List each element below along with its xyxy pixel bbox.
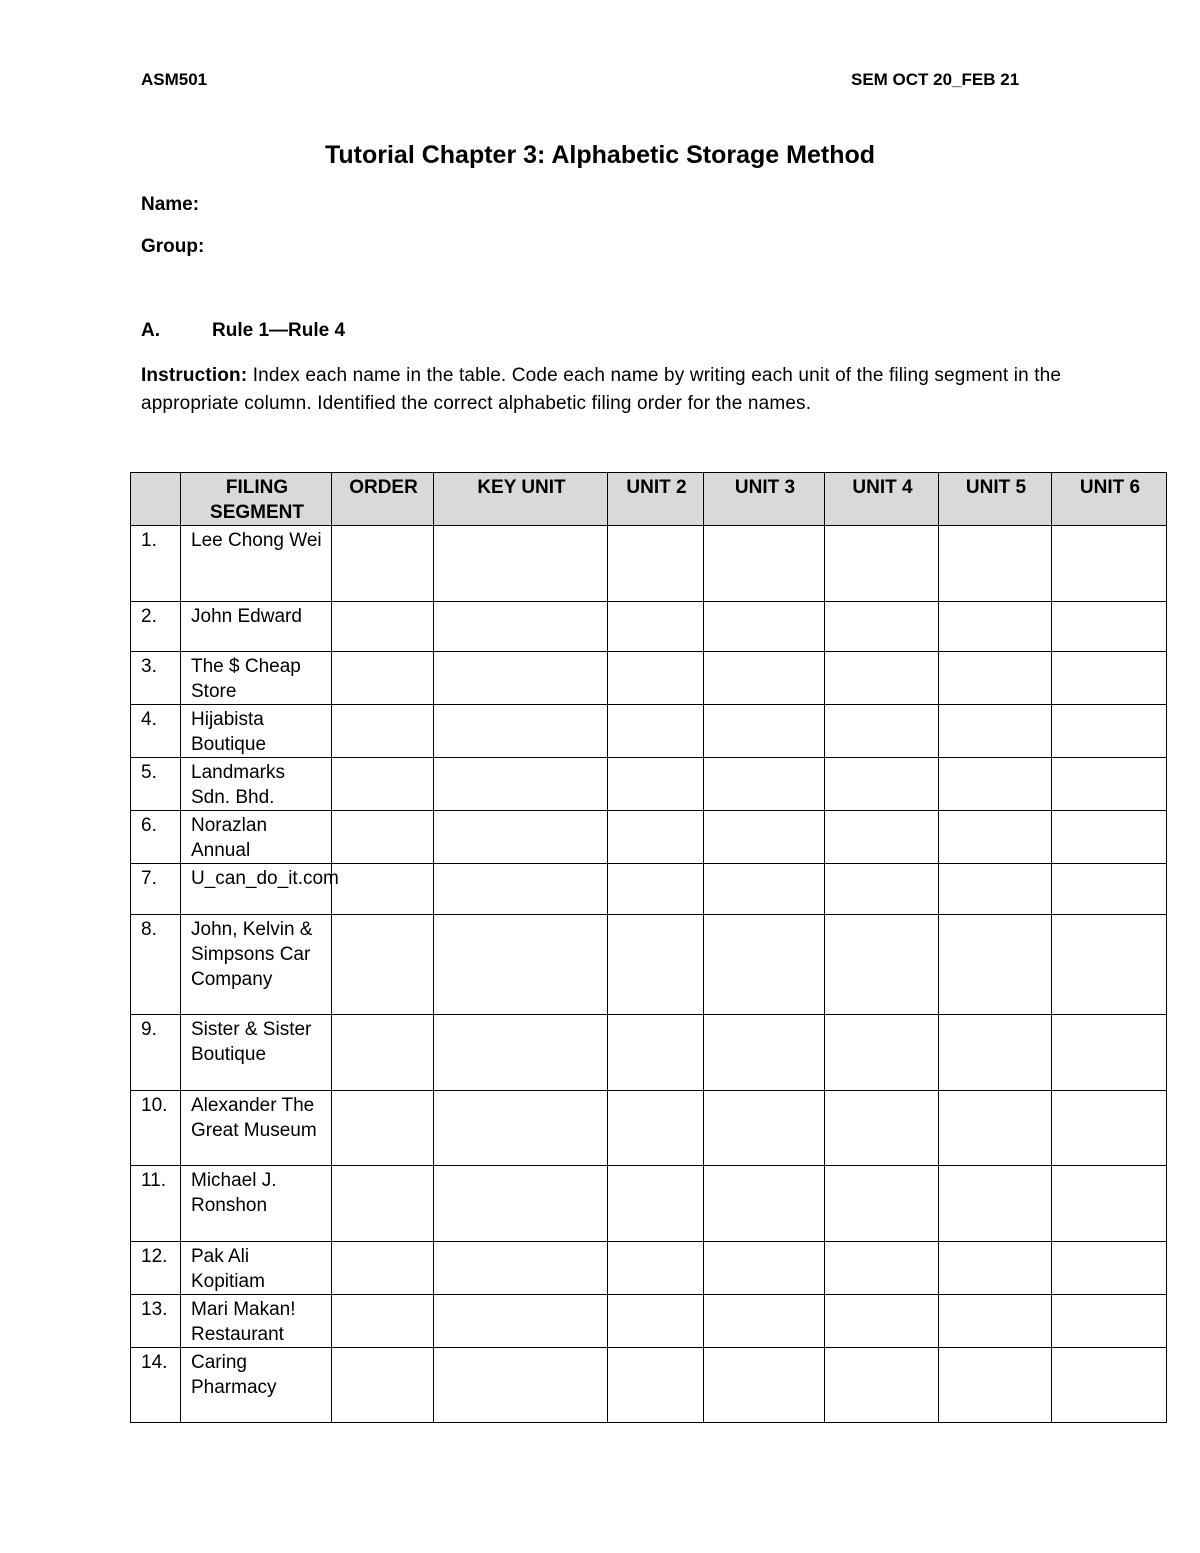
key-unit-cell[interactable] — [434, 915, 608, 1015]
row-number: 1. — [131, 526, 181, 602]
course-code: ASM501 — [141, 70, 208, 89]
unit-6-cell[interactable] — [1052, 758, 1167, 811]
row-number: 5. — [131, 758, 181, 811]
section-title: Rule 1—Rule 4 — [212, 320, 346, 341]
unit-2-cell[interactable] — [608, 915, 704, 1015]
unit-3-cell[interactable] — [704, 758, 825, 811]
unit-2-cell[interactable] — [608, 811, 704, 864]
unit-6-cell[interactable] — [1052, 1348, 1167, 1423]
filing-segment-cell: John Edward — [181, 602, 332, 652]
key-unit-cell[interactable] — [434, 864, 608, 915]
table-row — [131, 864, 1167, 915]
unit-3-cell[interactable] — [704, 705, 825, 758]
row-number: 7. — [131, 864, 181, 915]
row-number: 8. — [131, 915, 181, 1015]
table-body — [131, 526, 1167, 1423]
unit-4-cell[interactable] — [825, 811, 939, 864]
unit-6-cell[interactable] — [1052, 1242, 1167, 1295]
filing-segment-cell: Caring Pharmacy — [181, 1348, 332, 1423]
unit-6-cell[interactable] — [1052, 811, 1167, 864]
unit-2-cell[interactable] — [608, 526, 704, 602]
header-unit-3: UNIT 3 — [704, 473, 825, 526]
section-letter: A. — [141, 320, 160, 341]
unit-3-cell[interactable] — [704, 1242, 825, 1295]
unit-4-cell[interactable] — [825, 1295, 939, 1348]
filing-segment-cell: Norazlan Annual — [181, 811, 332, 864]
filing-segment-cell: Landmarks Sdn. Bhd. — [181, 758, 332, 811]
unit-5-cell[interactable] — [939, 602, 1052, 652]
order-cell[interactable] — [332, 915, 434, 1015]
unit-5-cell[interactable] — [939, 915, 1052, 1015]
filing-segment-cell: Hijabista Boutique — [181, 705, 332, 758]
unit-3-cell[interactable] — [704, 1166, 825, 1242]
unit-5-cell[interactable] — [939, 705, 1052, 758]
order-cell[interactable] — [332, 602, 434, 652]
unit-6-cell[interactable] — [1052, 602, 1167, 652]
unit-2-cell[interactable] — [608, 864, 704, 915]
unit-5-cell[interactable] — [939, 1166, 1052, 1242]
name-label: Name: — [141, 194, 200, 215]
header-unit-4: UNIT 4 — [825, 473, 939, 526]
table-row — [131, 1166, 1167, 1242]
table-row — [131, 915, 1167, 1015]
unit-2-cell[interactable] — [608, 602, 704, 652]
instruction-label: Instruction: — [141, 365, 248, 386]
order-cell[interactable] — [332, 1015, 434, 1091]
table-row — [131, 1242, 1167, 1295]
unit-3-cell[interactable] — [704, 864, 825, 915]
key-unit-cell[interactable] — [434, 652, 608, 705]
filing-segment-cell: Sister & Sister Boutique — [181, 1015, 332, 1091]
order-cell[interactable] — [332, 1348, 434, 1423]
key-unit-cell[interactable] — [434, 602, 608, 652]
order-cell[interactable] — [332, 1091, 434, 1166]
page-title: Tutorial Chapter 3: Alphabetic Storage Method — [324, 141, 876, 169]
header-unit-6: UNIT 6 — [1052, 473, 1167, 526]
table-row — [131, 652, 1167, 705]
unit-3-cell[interactable] — [704, 811, 825, 864]
unit-6-cell[interactable] — [1052, 1091, 1167, 1166]
table-row — [131, 602, 1167, 652]
unit-3-cell[interactable] — [704, 602, 825, 652]
unit-4-cell[interactable] — [825, 864, 939, 915]
header-number — [131, 473, 181, 526]
table-row — [131, 1295, 1167, 1348]
unit-3-cell[interactable] — [704, 1348, 825, 1423]
unit-5-cell[interactable] — [939, 1348, 1052, 1423]
filing-segment-cell: Alexander The Great Museum — [181, 1091, 332, 1166]
unit-4-cell[interactable] — [825, 526, 939, 602]
unit-5-cell[interactable] — [939, 864, 1052, 915]
key-unit-cell[interactable] — [434, 811, 608, 864]
unit-2-cell[interactable] — [608, 705, 704, 758]
filing-segment-cell: Pak Ali Kopitiam — [181, 1242, 332, 1295]
semester-label: SEM OCT 20_FEB 21 — [851, 70, 1020, 89]
row-number: 10. — [131, 1091, 181, 1166]
unit-4-cell[interactable] — [825, 652, 939, 705]
unit-3-cell[interactable] — [704, 915, 825, 1015]
unit-6-cell[interactable] — [1052, 526, 1167, 602]
order-cell[interactable] — [332, 1166, 434, 1242]
filing-segment-cell: Mari Makan! Restaurant — [181, 1295, 332, 1348]
key-unit-cell[interactable] — [434, 526, 608, 602]
unit-5-cell[interactable] — [939, 1295, 1052, 1348]
unit-4-cell[interactable] — [825, 1348, 939, 1423]
table-row — [131, 811, 1167, 864]
table-row — [131, 705, 1167, 758]
key-unit-cell[interactable] — [434, 1348, 608, 1423]
unit-5-cell[interactable] — [939, 1015, 1052, 1091]
unit-3-cell[interactable] — [704, 1295, 825, 1348]
group-label: Group: — [141, 236, 205, 257]
table-row — [131, 1015, 1167, 1091]
unit-5-cell[interactable] — [939, 652, 1052, 705]
filing-segment-cell: John, Kelvin & Simpsons Car Company — [181, 915, 332, 1015]
order-cell[interactable] — [332, 705, 434, 758]
unit-6-cell[interactable] — [1052, 915, 1167, 1015]
key-unit-cell[interactable] — [434, 705, 608, 758]
unit-4-cell[interactable] — [825, 602, 939, 652]
row-number: 4. — [131, 705, 181, 758]
header-unit-2: UNIT 2 — [608, 473, 704, 526]
unit-6-cell[interactable] — [1052, 652, 1167, 705]
unit-6-cell[interactable] — [1052, 1166, 1167, 1242]
unit-3-cell[interactable] — [704, 1015, 825, 1091]
unit-5-cell[interactable] — [939, 1242, 1052, 1295]
row-number: 12. — [131, 1242, 181, 1295]
order-cell[interactable] — [332, 811, 434, 864]
key-unit-cell[interactable] — [434, 1242, 608, 1295]
filing-segment-cell: Michael J. Ronshon — [181, 1166, 332, 1242]
instruction-text: Index each name in the table. Code each name by writing each unit of the filing segment in the appropriate column. Identified the correct alphabetic filing order for the names. — [141, 365, 1062, 414]
unit-4-cell[interactable] — [825, 1091, 939, 1166]
key-unit-cell[interactable] — [434, 758, 608, 811]
unit-2-cell[interactable] — [608, 1348, 704, 1423]
instruction-paragraph — [141, 362, 1081, 418]
unit-2-cell[interactable] — [608, 758, 704, 811]
filing-segment-cell: The $ Cheap Store — [181, 652, 332, 705]
row-number: 9. — [131, 1015, 181, 1091]
row-number: 14. — [131, 1348, 181, 1423]
key-unit-cell[interactable] — [434, 1091, 608, 1166]
key-unit-cell[interactable] — [434, 1295, 608, 1348]
order-cell[interactable] — [332, 864, 434, 915]
unit-6-cell[interactable] — [1052, 705, 1167, 758]
key-unit-cell[interactable] — [434, 1166, 608, 1242]
row-number: 3. — [131, 652, 181, 705]
unit-2-cell[interactable] — [608, 1015, 704, 1091]
unit-6-cell[interactable] — [1052, 864, 1167, 915]
unit-5-cell[interactable] — [939, 811, 1052, 864]
filing-segment-cell: U_can_do_it.com — [181, 864, 332, 915]
unit-5-cell[interactable] — [939, 758, 1052, 811]
unit-4-cell[interactable] — [825, 758, 939, 811]
unit-2-cell[interactable] — [608, 1242, 704, 1295]
row-number: 6. — [131, 811, 181, 864]
unit-3-cell[interactable] — [704, 526, 825, 602]
unit-5-cell[interactable] — [939, 526, 1052, 602]
unit-6-cell[interactable] — [1052, 1015, 1167, 1091]
row-number: 2. — [131, 602, 181, 652]
key-unit-cell[interactable] — [434, 1015, 608, 1091]
row-number: 11. — [131, 1166, 181, 1242]
row-number: 13. — [131, 1295, 181, 1348]
unit-3-cell[interactable] — [704, 1091, 825, 1166]
order-cell[interactable] — [332, 1295, 434, 1348]
unit-4-cell[interactable] — [825, 705, 939, 758]
unit-6-cell[interactable] — [1052, 1295, 1167, 1348]
header-unit-5: UNIT 5 — [939, 473, 1052, 526]
unit-5-cell[interactable] — [939, 1091, 1052, 1166]
unit-2-cell[interactable] — [608, 652, 704, 705]
header-key-unit: KEY UNIT — [434, 473, 608, 526]
unit-2-cell[interactable] — [608, 1091, 704, 1166]
header-order: ORDER — [332, 473, 434, 526]
unit-4-cell[interactable] — [825, 1166, 939, 1242]
table-row — [131, 1348, 1167, 1423]
unit-4-cell[interactable] — [825, 1242, 939, 1295]
order-cell[interactable] — [332, 1242, 434, 1295]
unit-3-cell[interactable] — [704, 652, 825, 705]
table-header-row — [131, 473, 1167, 526]
table-row — [131, 526, 1167, 602]
unit-4-cell[interactable] — [825, 915, 939, 1015]
unit-2-cell[interactable] — [608, 1166, 704, 1242]
unit-2-cell[interactable] — [608, 1295, 704, 1348]
order-cell[interactable] — [332, 758, 434, 811]
header-filing-segment: FILING SEGMENT — [181, 473, 332, 526]
table-row — [131, 1091, 1167, 1166]
unit-4-cell[interactable] — [825, 1015, 939, 1091]
filing-table — [130, 472, 1167, 1423]
order-cell[interactable] — [332, 652, 434, 705]
order-cell[interactable] — [332, 526, 434, 602]
table-row — [131, 758, 1167, 811]
filing-segment-cell: Lee Chong Wei — [181, 526, 332, 602]
